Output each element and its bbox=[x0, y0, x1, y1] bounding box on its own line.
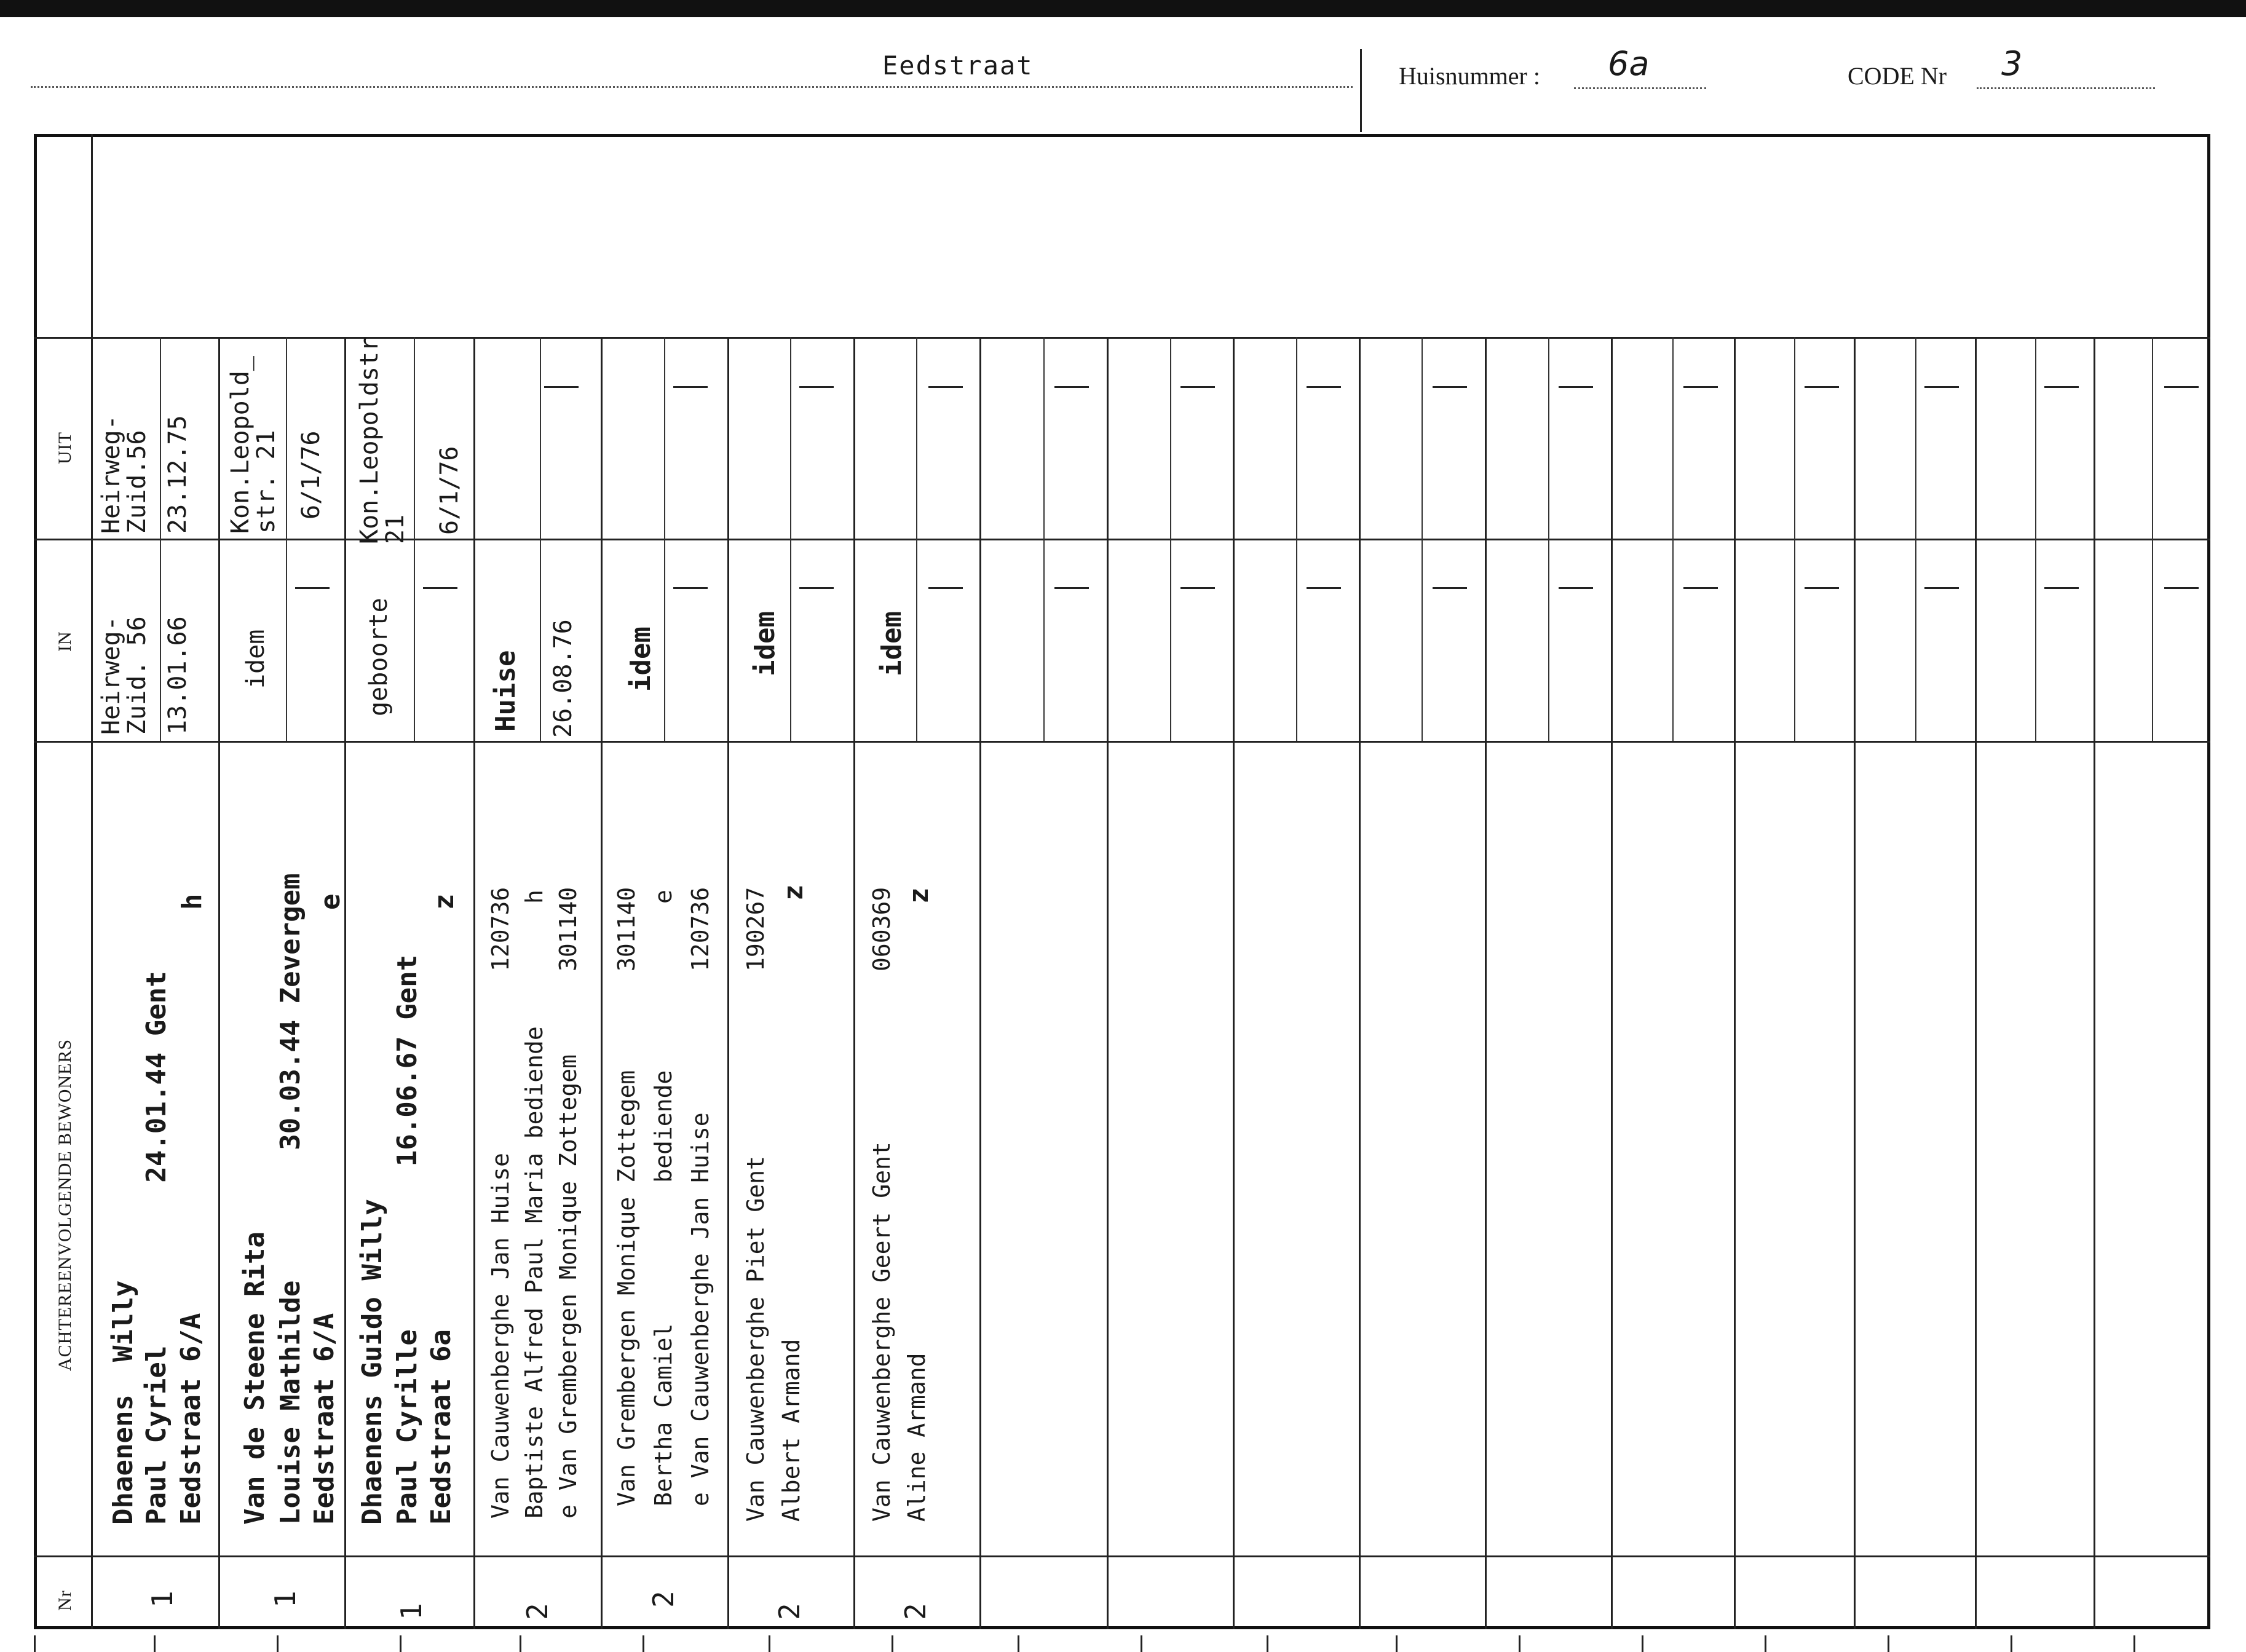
resident-line: Aline Armand bbox=[903, 1353, 930, 1522]
sub-divider-7 bbox=[916, 337, 917, 741]
tick bbox=[154, 1635, 156, 1652]
dash bbox=[1054, 587, 1089, 589]
resident-code: z bbox=[903, 887, 935, 904]
sub-divider-1 bbox=[160, 337, 161, 741]
dash bbox=[2044, 386, 2079, 388]
tick bbox=[277, 1635, 279, 1652]
uit-place: Heirweg- Zuid.56 bbox=[97, 415, 151, 534]
resident-birth-code: 301140 bbox=[613, 887, 640, 971]
col-divider-15 bbox=[1975, 337, 1977, 1629]
tick bbox=[1519, 1635, 1520, 1652]
resident-nr: 2 bbox=[647, 1591, 680, 1608]
sub-divider-8 bbox=[1043, 337, 1045, 741]
dash bbox=[1433, 587, 1467, 589]
sub-divider-3 bbox=[414, 337, 415, 741]
col-divider-4 bbox=[601, 337, 603, 1629]
dash bbox=[1683, 587, 1718, 589]
dash bbox=[2164, 587, 2199, 589]
sub-divider-12 bbox=[1548, 337, 1549, 741]
in-place: idem bbox=[876, 611, 907, 676]
resident-code: h bbox=[176, 893, 208, 910]
resident-line: Eedstraat 6/A bbox=[175, 1313, 207, 1525]
tick bbox=[1396, 1635, 1398, 1652]
dash bbox=[544, 386, 579, 388]
tick bbox=[400, 1635, 401, 1652]
resident-nr: 1 bbox=[146, 1591, 179, 1608]
resident-line: Bertha Camiel bediende bbox=[650, 1070, 677, 1506]
col-divider-7 bbox=[979, 337, 981, 1629]
dash bbox=[673, 587, 708, 589]
col-divider-14 bbox=[1854, 337, 1856, 1629]
code-label: CODE Nr bbox=[1848, 62, 1947, 90]
resident-line: Paul Cyrille 16.06.67 Gent bbox=[392, 954, 423, 1525]
col-divider-5 bbox=[727, 337, 729, 1629]
dash bbox=[928, 587, 963, 589]
sub-divider-5 bbox=[664, 337, 665, 741]
resident-line: Van Cauwenberghe Geert Gent bbox=[868, 1142, 895, 1522]
dash bbox=[1559, 587, 1593, 589]
tick bbox=[520, 1635, 521, 1652]
tick bbox=[1765, 1635, 1766, 1652]
row-separator-bewoners-nr bbox=[34, 1555, 2210, 1557]
col-divider-1 bbox=[218, 337, 220, 1629]
resident-line: e Van Cauwenberghe Jan Huise bbox=[687, 1112, 714, 1506]
dash bbox=[1307, 386, 1341, 388]
tick bbox=[2011, 1635, 2012, 1652]
resident-line: Dhaenens Willy bbox=[108, 1280, 139, 1525]
tick bbox=[892, 1635, 893, 1652]
resident-nr: 2 bbox=[521, 1603, 554, 1620]
resident-birth-code: 060369 bbox=[868, 887, 895, 971]
resident-line: Van Cauwenberghe Jan Huise bbox=[487, 1153, 514, 1519]
resident-code: h bbox=[521, 890, 548, 904]
house-number-value: 6a bbox=[1608, 44, 1650, 83]
column-label-nr: Nr bbox=[55, 1590, 75, 1611]
resident-nr: 2 bbox=[899, 1603, 932, 1620]
resident-line: Albert Armand bbox=[778, 1338, 805, 1522]
col-divider-12 bbox=[1611, 337, 1613, 1629]
col-divider-9 bbox=[1233, 337, 1235, 1629]
dash bbox=[1683, 386, 1718, 388]
resident-code: e bbox=[650, 890, 677, 904]
sub-divider-6 bbox=[790, 337, 791, 741]
sub-divider-4 bbox=[540, 337, 541, 741]
in-place: idem bbox=[625, 626, 657, 692]
resident-birth-code: 190267 bbox=[742, 887, 769, 971]
resident-code: e bbox=[315, 893, 346, 910]
dash bbox=[799, 386, 834, 388]
sub-divider-14 bbox=[1794, 337, 1795, 741]
tick bbox=[34, 1635, 36, 1652]
dash bbox=[1433, 386, 1467, 388]
resident-birth-code: 301140 bbox=[555, 887, 582, 971]
resident-line: Van Cauwenberghe Piet Gent bbox=[742, 1156, 769, 1522]
col-divider-10 bbox=[1359, 337, 1361, 1629]
resident-nr: 1 bbox=[269, 1591, 302, 1608]
in-place: geboorte bbox=[365, 598, 393, 716]
dash bbox=[799, 587, 834, 589]
resident-line: e Van Grembergen Monique Zottegem bbox=[555, 1054, 582, 1519]
in-place: Heirweg- Zuid. 56 bbox=[97, 616, 151, 735]
dash bbox=[423, 587, 457, 589]
dash bbox=[1924, 386, 1959, 388]
col-divider-6 bbox=[853, 337, 855, 1629]
dash bbox=[1924, 587, 1959, 589]
in-place: idem bbox=[242, 629, 270, 689]
resident-line: Van Grembergen Monique Zottegem bbox=[613, 1070, 640, 1506]
code-value: 3 bbox=[2001, 44, 2023, 83]
uit-date: 6/1/76 bbox=[297, 430, 325, 520]
sub-divider-15 bbox=[1915, 337, 1916, 741]
uit-date: 6/1/76 bbox=[435, 446, 464, 535]
dash bbox=[1559, 386, 1593, 388]
resident-line: Van de Steene Rita bbox=[239, 1231, 271, 1525]
sub-divider-13 bbox=[1672, 337, 1674, 741]
uit-date: 23.12.75 bbox=[164, 415, 192, 534]
dash bbox=[1805, 386, 1839, 388]
resident-nr: 2 bbox=[773, 1603, 806, 1620]
tick bbox=[1267, 1635, 1268, 1652]
in-place: Huise bbox=[490, 650, 521, 732]
resident-birth-code: 120736 bbox=[487, 887, 514, 971]
resident-line: Louise Mathilde 30.03.44 Zevergem bbox=[275, 873, 306, 1525]
dash bbox=[1180, 386, 1215, 388]
resident-line: Dhaenens Guido Willy bbox=[357, 1199, 388, 1525]
street-name: Eedstraat bbox=[882, 50, 1034, 81]
col-divider-8 bbox=[1107, 337, 1109, 1629]
tick bbox=[2133, 1635, 2135, 1652]
resident-line: Paul Cyriel 24.01.44 Gent bbox=[141, 971, 172, 1525]
dash bbox=[295, 587, 330, 589]
sub-divider-16 bbox=[2035, 337, 2036, 741]
tick bbox=[769, 1635, 770, 1652]
resident-line: Eedstraat 6/A bbox=[309, 1313, 340, 1525]
column-label-bewoners: ACHTEREENVOLGENDE BEWONERS bbox=[55, 1038, 75, 1371]
code-dotted-line bbox=[1977, 87, 2155, 89]
tick bbox=[1642, 1635, 1643, 1652]
dash bbox=[928, 386, 963, 388]
resident-line: Eedstraat 6a bbox=[425, 1329, 457, 1525]
dash bbox=[1180, 587, 1215, 589]
resident-nr: 1 bbox=[395, 1603, 428, 1620]
resident-birth-code: 120736 bbox=[687, 887, 714, 971]
dash bbox=[673, 386, 708, 388]
street-dotted-line bbox=[31, 86, 1353, 88]
tick bbox=[1888, 1635, 1889, 1652]
uit-place: Kon.Leopold_ str. 21 bbox=[226, 356, 280, 534]
in-date: 26.08.76 bbox=[549, 619, 577, 738]
column-label-in: IN bbox=[55, 631, 75, 652]
tick bbox=[643, 1635, 644, 1652]
header-divider bbox=[1360, 49, 1362, 132]
dash bbox=[2044, 587, 2079, 589]
sub-divider-2 bbox=[286, 337, 287, 741]
tick bbox=[1018, 1635, 1019, 1652]
sub-divider-10 bbox=[1296, 337, 1297, 741]
house-number-dotted-line bbox=[1574, 87, 1706, 89]
sub-divider-17 bbox=[2152, 337, 2153, 741]
tick bbox=[1141, 1635, 1142, 1652]
sub-divider-11 bbox=[1422, 337, 1423, 741]
resident-code: z bbox=[429, 893, 460, 910]
in-date: 13.01.66 bbox=[164, 616, 192, 735]
dash bbox=[2164, 386, 2199, 388]
dash bbox=[1307, 587, 1341, 589]
col-divider-13 bbox=[1734, 337, 1736, 1629]
uit-place: Kon.Leopoldstr 21 bbox=[355, 336, 409, 544]
sub-divider-9 bbox=[1170, 337, 1171, 741]
column-label-uit: UIT bbox=[55, 432, 75, 464]
resident-code: z bbox=[778, 884, 809, 901]
col-divider-16 bbox=[2094, 337, 2095, 1629]
in-place: idem bbox=[749, 611, 781, 676]
scan-top-border bbox=[0, 0, 2246, 17]
col-divider-2 bbox=[344, 337, 346, 1629]
dash bbox=[1805, 587, 1839, 589]
col-divider-3 bbox=[473, 337, 475, 1629]
col-divider-11 bbox=[1485, 337, 1487, 1629]
label-column-divider bbox=[91, 134, 93, 1629]
resident-line: Baptiste Alfred Paul Maria bediende bbox=[521, 1026, 548, 1519]
row-separator-in-bewoners bbox=[34, 741, 2210, 743]
dash bbox=[1054, 386, 1089, 388]
house-number-label: Huisnummer : bbox=[1399, 62, 1540, 90]
